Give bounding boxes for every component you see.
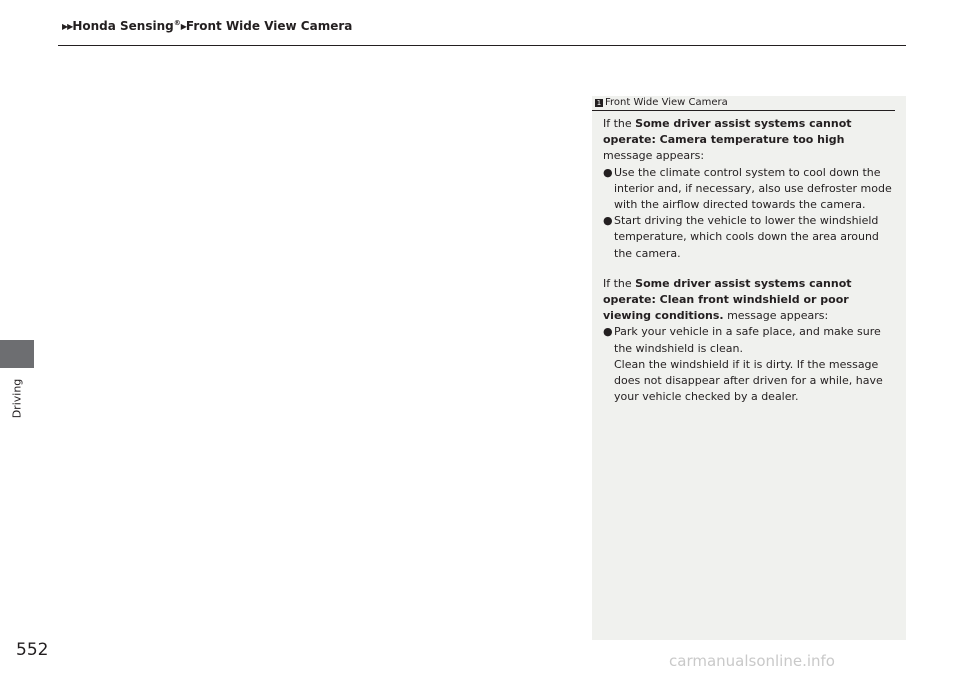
notes-body [603, 116, 896, 405]
breadcrumb-item-front-wide-view-camera[interactable]: Front Wide View Camera [185, 19, 353, 33]
message-intro-2: If the Some driver assist systems cannot operate: Clean front windshield or poor viewing conditions. message appears: [603, 276, 852, 323]
breadcrumb-item-honda-sensing[interactable]: Honda Sensing [72, 19, 174, 33]
notes-heading-text: Front Wide View Camera [605, 97, 728, 108]
bullet-icon: ● [603, 325, 613, 339]
breadcrumb [62, 19, 352, 33]
section-tab-marker [0, 340, 34, 368]
registered-mark: ® [173, 19, 181, 27]
page-number: 552 [16, 640, 49, 660]
bullet-icon: ● [603, 214, 613, 228]
warning-message-2: Some driver assist systems cannot operate: Clean front windshield or poor viewing conditions. [603, 276, 852, 323]
notes-heading [592, 96, 895, 111]
arrow-icon: ▶ [180, 22, 186, 31]
bullet-list-2 [603, 324, 896, 405]
double-arrow-icon: ▶▶ [62, 22, 73, 31]
list-item: ● Use the climate control system to cool down the interior and, if necessary, also use defroster mode with the airflow directed towards the camera. [603, 165, 892, 212]
warning-message-1: Some driver assist systems cannot operate: Camera temperature too high [603, 117, 852, 147]
header-divider [58, 45, 906, 46]
spacer [603, 262, 896, 276]
message-intro-1: If the Some driver assist systems cannot operate: Camera temperature too high message appears: [603, 117, 852, 163]
bullet-list-1 [603, 165, 896, 262]
list-item: ● Park your vehicle in a safe place, and make sure the windshield is clean. Clean the windshield if it is dirty. If the message does not disappear after driven for a while, have your vehicle checked by a dealer. [603, 325, 883, 404]
watermark: carmanualsonline.info [669, 652, 835, 670]
notes-panel [592, 96, 906, 640]
followup-text: Clean the windshield if it is dirty. If the message does not disappear after driven for a while, have your vehicle checked by a dealer. [614, 357, 883, 404]
reference-icon: 1 [596, 99, 602, 107]
list-item: ● Start driving the vehicle to lower the windshield temperature, which cools down the area around the camera. [603, 214, 879, 260]
bullet-icon: ● [603, 165, 613, 179]
section-label: Driving [10, 378, 24, 419]
